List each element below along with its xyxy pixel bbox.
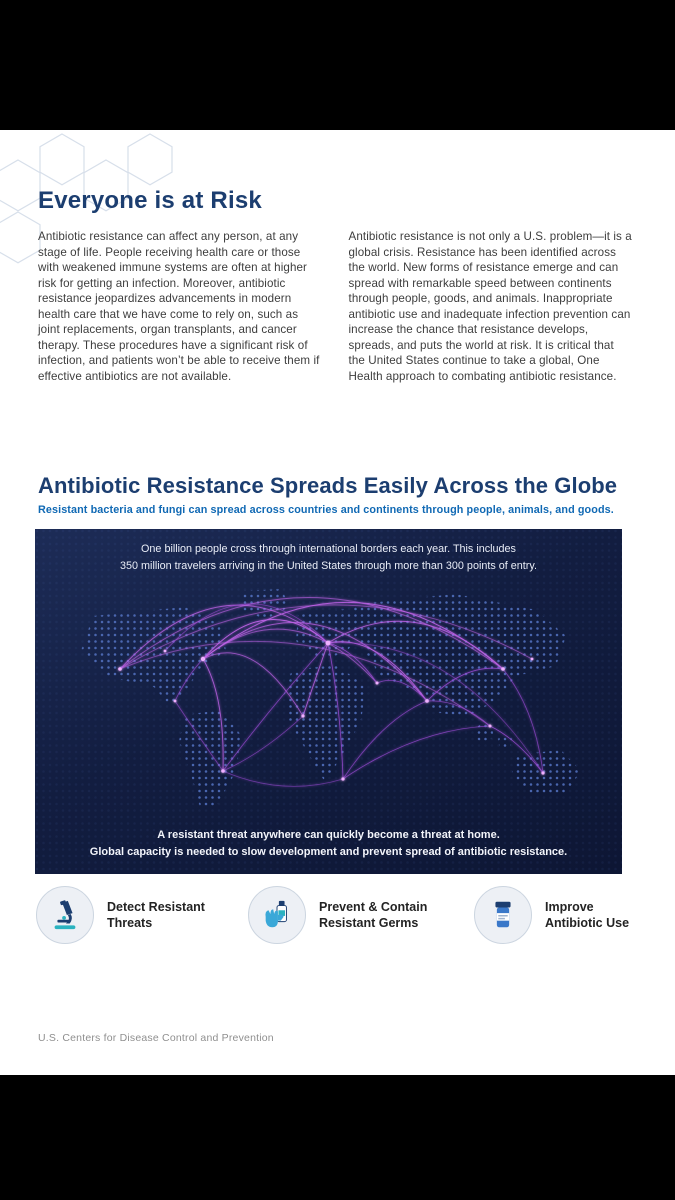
map-footer-line2: Global capacity is needed to slow development and prevent spread of antibiotic resistance. (89, 846, 568, 859)
letterbox-bottom (0, 1075, 675, 1200)
paragraph-left: Antibiotic resistance can affect any person, at any stage of life. People receiving health care or those with weakened immune systems are often at higher risk for getting an infection. Moreover, antibiotic resistance jeopardizes advancements in modern health care that we have come to rely on, such as joint replacements, organ transplants, and cancer therapy. These procedures have a significant risk of infection, and patients won’t be able to receive them if effective antibiotics are not available. (38, 230, 320, 383)
map-header-line1: One billion people cross through international borders each year. This includes (141, 543, 516, 555)
action-items-row (36, 886, 637, 944)
letterbox-top (0, 0, 675, 130)
world-map-panel (35, 529, 622, 874)
body-columns (38, 229, 633, 384)
action-detect-threats (36, 886, 215, 944)
page-title: Everyone is at Risk (38, 187, 262, 214)
map-header-text (35, 541, 622, 574)
section-subtitle-globe: Resistant bacteria and fungi can spread across countries and continents through people, animals, and goods. (38, 504, 614, 516)
microscope-icon (36, 886, 94, 944)
gloved-hand-bottle-icon (248, 886, 306, 944)
world-map-graphic (35, 529, 622, 874)
map-footer-line1: A resistant threat anywhere can quickly become a threat at home. (157, 828, 500, 841)
paragraph-right: Antibiotic resistance is not only a U.S. problem—it is a global crisis. Resistance has been identified across the world. New forms of resistance emerge and can spread with remarkable speed between continents through people, goods, and animals. Inappropriate antibiotic use and inadequate infection prevention can increase the chance that resistance develops, spreads, and puts the world at risk. It is critical that the United States continue to take a global, One Health approach to combating antibiotic resistance. (348, 230, 632, 383)
action-label: Improve Antibiotic Use (545, 899, 630, 930)
section-title-globe: Antibiotic Resistance Spreads Easily Across the Globe (38, 473, 618, 498)
document-page[interactable] (0, 130, 675, 1075)
action-improve-use (474, 886, 637, 944)
pill-bottle-icon (474, 886, 532, 944)
document-footer: U.S. Centers for Disease Control and Prevention (38, 1032, 274, 1044)
action-label: Detect Resistant Threats (107, 899, 205, 930)
map-header-line2: 350 million travelers arriving in the United States through more than 300 points of entry. (120, 559, 537, 572)
map-footer-text (35, 827, 622, 862)
action-label: Prevent & Contain Resistant Germs (319, 899, 428, 930)
action-prevent-contain (248, 886, 441, 944)
